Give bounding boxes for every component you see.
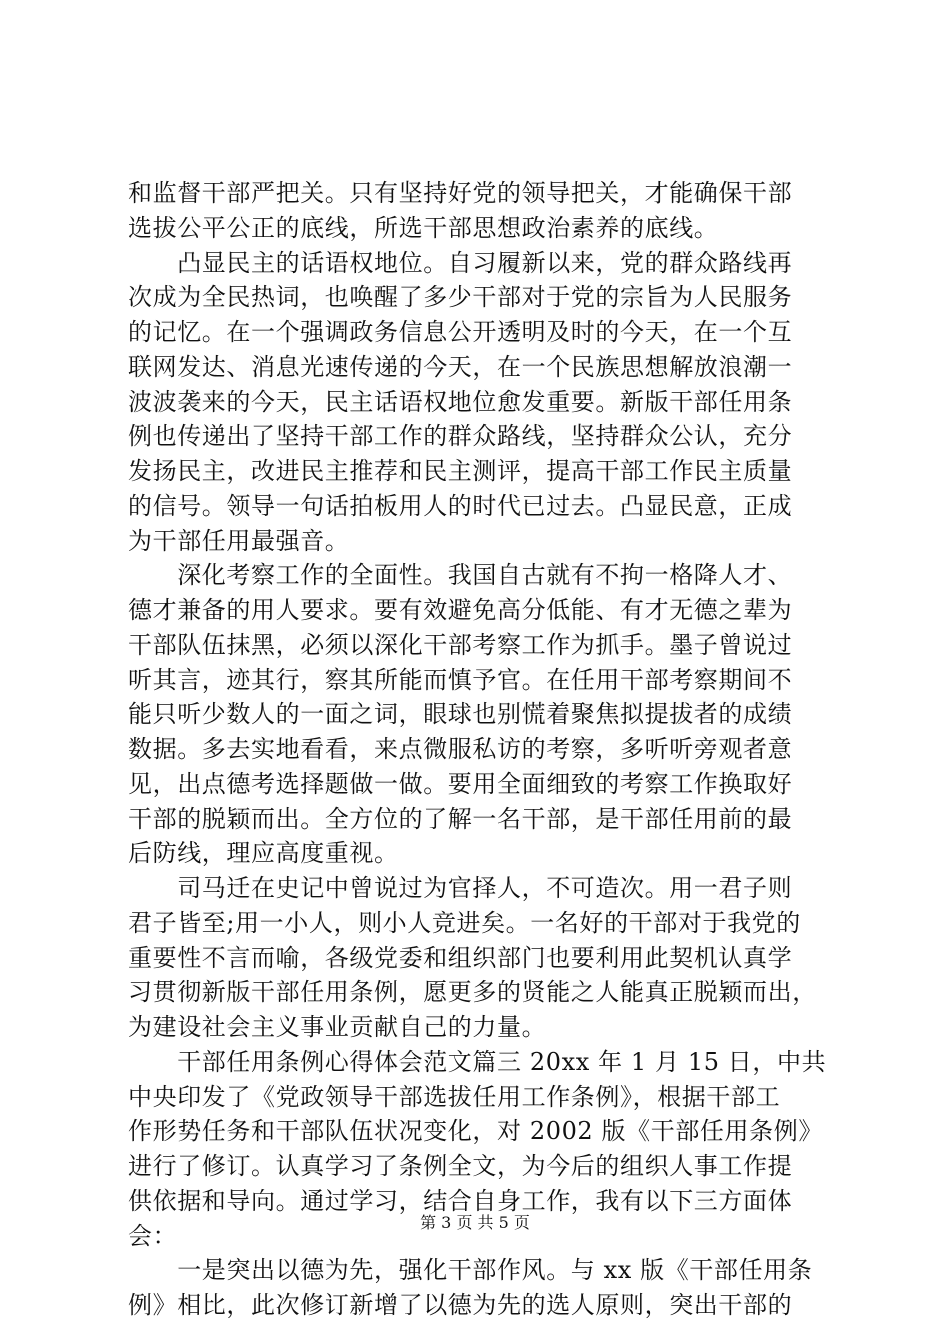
text-line: 干部队伍抹黑，必须以深化干部考察工作为抓手。墨子曾说过	[128, 630, 793, 659]
text-line: 和监督干部严把关。只有坚持好党的领导把关，才能确保干部	[128, 179, 793, 207]
text-line: 干部的脱颖而出。全方位的了解一名干部，是干部任用前的最	[128, 804, 793, 833]
text-line: 数据。多去实地看看，来点微服私访的考察，多听听旁观者意	[128, 735, 793, 763]
text-line: 的记忆。在一个强调政务信息公开透明及时的今天，在一个互	[128, 318, 793, 346]
text-line: 见，出点德考选择题做一做。要用全面细致的考察工作换取好	[128, 769, 793, 798]
page-footer: 第 3 页 共 5 页	[420, 1213, 530, 1232]
text-line: 中央印发了《党政领导干部选拔任用工作条例》，根据干部工	[128, 1082, 781, 1111]
text-line: 习贯彻新版干部任用条例，愿更多的贤能之人能真正脱颖而出，	[128, 978, 817, 1007]
text-line: 后防线，理应高度重视。	[128, 839, 399, 868]
text-line: 进行了修订。认真学习了条例全文，为今后的组织人事工作提	[128, 1152, 793, 1180]
text-line: 为干部任用最强音。	[128, 526, 350, 555]
text-line: 深化考察工作的全面性。我国自古就有不拘一格降人才、	[128, 561, 793, 590]
text-line: 例也传递出了坚持干部工作的群众路线，坚持群众公认，充分	[128, 422, 793, 451]
text-line: 波波袭来的今天，民主话语权地位愈发重要。新版干部任用条	[128, 387, 793, 416]
text-line: 次成为全民热词，也唤醒了多少干部对于党的宗旨为人民服务	[128, 283, 793, 312]
text-line: 供依据和导向。通过学习，结合自身工作，我有以下三方面体	[128, 1186, 793, 1215]
text-line: 听其言，迹其行，察其所能而慎予官。在任用干部考察期间不	[128, 665, 793, 694]
text-line: 为建设社会主义事业贡献自己的力量。	[128, 1013, 547, 1041]
text-line: 选拔公平公正的底线，所选干部思想政治素养的底线。	[128, 213, 719, 242]
text-line: 司马迁在史记中曾说过为官择人，不可造次。用一君子则	[128, 874, 793, 902]
text-line: 君子皆至;用一小人，则小人竞进矣。一名好的干部对于我党的	[128, 908, 801, 937]
document-body	[128, 176, 828, 1323]
text-line: 重要性不言而喻，各级党委和组织部门也要利用此契机认真学	[128, 943, 793, 972]
text-line: 一是突出以德为先，强化干部作风。与 xx 版《干部任用条	[128, 1256, 813, 1285]
text-line: 联网发达、消息光速传递的今天，在一个民族思想解放浪潮一	[128, 352, 793, 381]
text-line: 凸显民主的话语权地位。自习履新以来，党的群众路线再	[128, 248, 793, 277]
text-line: 的信号。领导一句话拍板用人的时代已过去。凸显民意，正成	[128, 491, 793, 520]
text-line: 作形势任务和干部队伍状况变化，对 2002 版《干部任用条例》	[128, 1117, 823, 1146]
text-line: 德才兼备的用人要求。要有效避免高分低能、有才无德之辈为	[128, 596, 793, 624]
text-line: 干部任用条例心得体会范文篇三 20xx 年 1 月 15 日，中共	[128, 1047, 827, 1076]
text-line: 例》相比，此次修订新增了以德为先的选人原则，突出干部的	[128, 1291, 793, 1319]
text-line: 会：	[128, 1221, 178, 1250]
text-line: 能只听少数人的一面之词，眼球也别慌着聚焦拟提拔者的成绩	[128, 700, 793, 729]
text-line: 发扬民主，改进民主推荐和民主测评，提高干部工作民主质量	[128, 457, 793, 485]
